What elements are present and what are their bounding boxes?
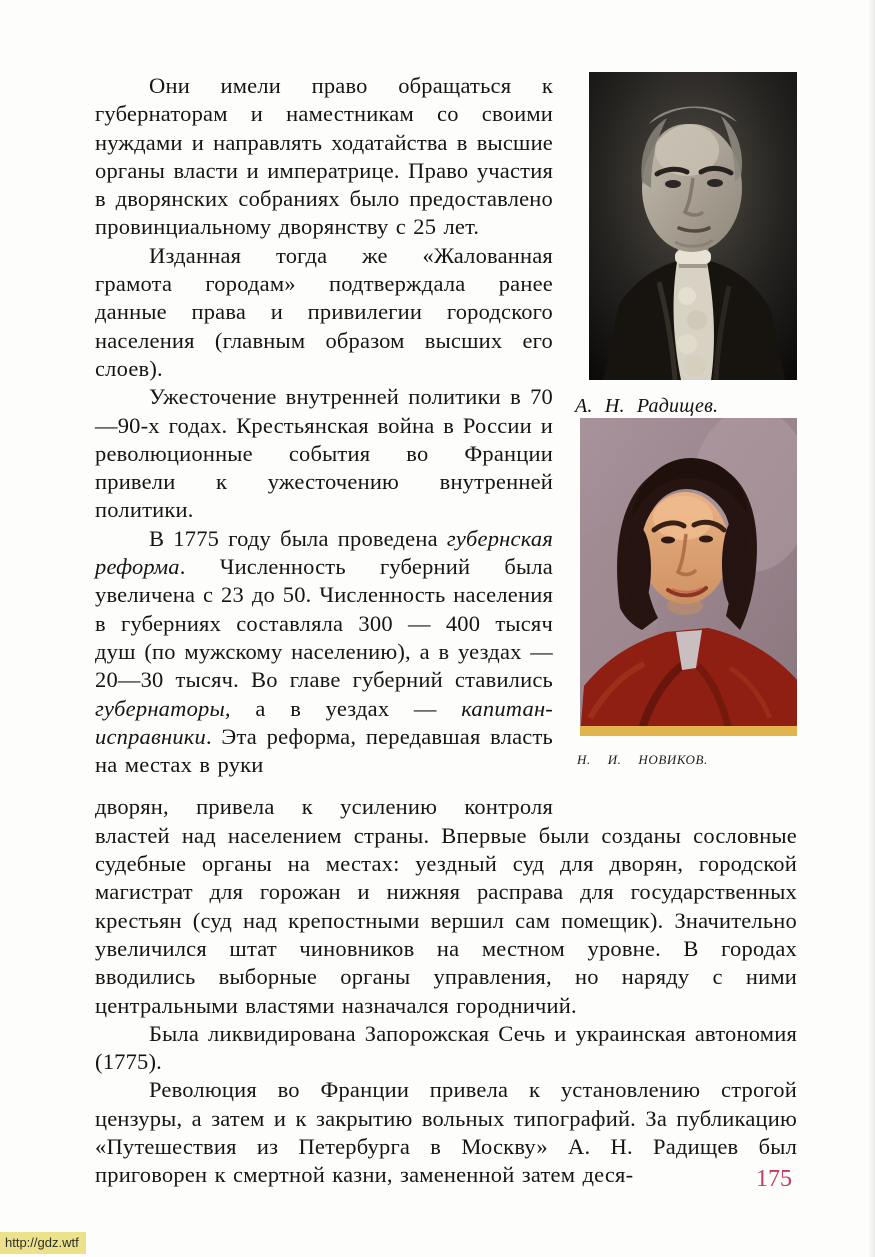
paragraph-4-italic-kapitan-ispravniki: капитан-исправники <box>95 695 553 749</box>
figure-caption-radishchev: А. Н. Радищев. <box>575 395 719 417</box>
figure-radishchev <box>553 72 797 380</box>
figure-column <box>553 72 797 768</box>
paragraph-4-continuation-text: дворян, привела к усилению контроля властей над населением страны. Впервые были созданы сословные судебные органы на местах: уездный суд для дворян, городской магистрат для горожан и нижняя расправа для государственных крестьян (суд над крепостными вершил сам помещик). Значительно увеличился штат чиновников на местном уровне. В городах вводились выборные органы управления, но наряду с ними центральными властями назначался городничий. <box>95 794 797 1018</box>
figure-caption-novikov: Н. И. НОВИКОВ. <box>577 752 708 767</box>
paragraph-4-seg1: В 1775 году была проведена <box>149 525 447 551</box>
paragraph-4-italic-gubernatory: губернаторы, <box>95 695 231 721</box>
paragraph-4-seg7: . Эта реформа, передавшая власть на местах в руки <box>95 723 553 778</box>
portrait-radishchev-image <box>589 72 797 380</box>
watermark-link[interactable]: http://gdz.wtf <box>0 1232 86 1254</box>
paragraph-4-seg3: . Численность губерний была увеличена с 23 до 50. Численность населения в губерниях составляла 300 — 400 тысяч душ (по мужскому населению), а в уездах — 20—30 тысяч. Во главе губерний ставились <box>95 554 553 693</box>
paragraph-6 <box>95 1076 797 1189</box>
paragraph-6-text: Революция во Франции привела к установлению строгой цензуры, а затем и к закрытию вольных типографий. За публикацию «Путешествия из Петербурга в Москву» А. Н. Радищев был приговорен к смертной казни, замененной затем деся- <box>95 1077 797 1188</box>
paragraph-1-text: Они имели право обращаться к губернаторам и наместникам со своими нуждами и направлять ходатайства в высшие органы власти и императрице. Право участия в дворянских собраниях было предоставлено провинциальному дворянству с 25 лет. <box>95 73 553 240</box>
page-text-area <box>95 72 797 1190</box>
portrait-novikov-image <box>580 418 797 736</box>
figure-novikov <box>553 418 797 736</box>
paragraph-3-text: Ужесточение внутренней политики в 70—90-х годах. Крестьянская война в России и революционные события во Франции привели к ужесточению внутренней политики. <box>95 384 553 523</box>
page-number: 175 <box>756 1166 792 1192</box>
paragraph-2-text: Изданная тогда же «Жалованная грамота городам» подтверждала ранее данные права и привилегии городского населения (главным образом высших его слоев). <box>95 242 553 381</box>
paragraph-5 <box>95 1020 797 1077</box>
paragraph-4-italic-gubernskaya-reforma: губернская реформа <box>95 525 553 580</box>
paragraph-4-continuation <box>95 793 797 1019</box>
paragraph-5-text: Была ликвидирована Запорожская Сечь и украинская автономия (1775). <box>95 1020 797 1075</box>
paragraph-4-seg5: а в уездах — <box>230 695 462 721</box>
